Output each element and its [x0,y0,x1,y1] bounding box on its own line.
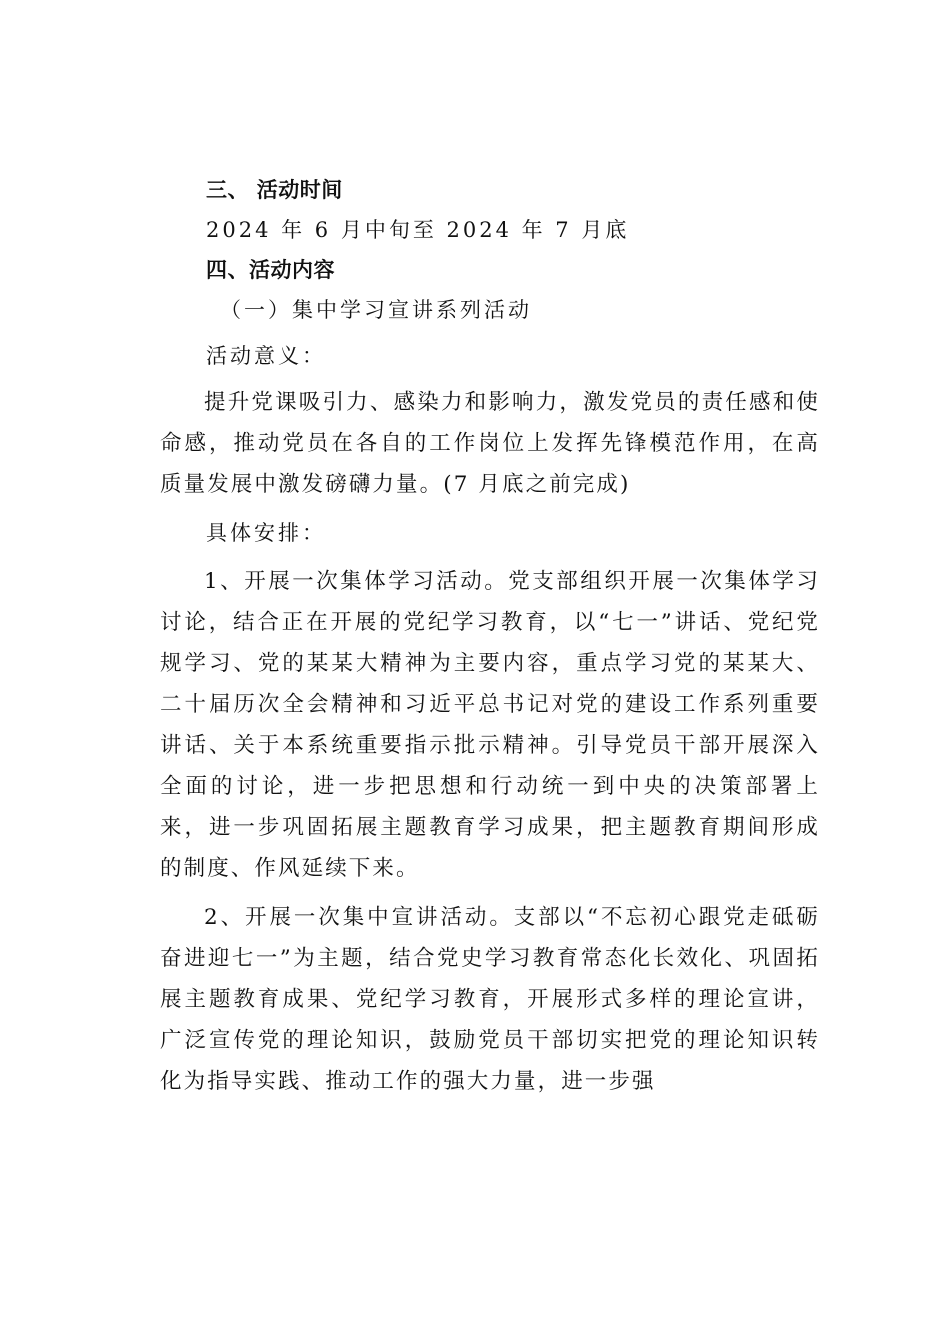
section-heading-activity-content: 四、活动内容 [206,258,335,282]
subsection-heading-study: （一）集中学习宣讲系列活动 [220,298,532,322]
arrangement-item-2: 2、开展一次集中宣讲活动。支部以“不忘初心跟党走砥砺奋进迎七一”为主题，结合党史学习教育常态化长效化、巩固拓展主题教育成果、党纪学习教育，开展形式多样的理论宣讲，广泛宣传党的理论知识，鼓励党员干部切实把党的理论知识转化为指导实践、推动工作的强大力量，进一步强 [160,905,820,1094]
section-heading-activity-time: 三、 活动时间 [206,178,343,202]
arrangement-label: 具体安排： [206,521,326,545]
significance-label: 活动意义： [206,344,326,368]
arrangement-item-1: 1、开展一次集体学习活动。党支部组织开展一次集体学习讨论，结合正在开展的党纪学习教育，以“七一”讲话、党纪党规学习、党的某某大精神为主要内容，重点学习党的某某大、二十届历次全会精神和习近平总书记对党的建设工作系列重要讲话、关于本系统重要指示批示精神。引导党员干部开展深入全面的讨论，进一步把思想和行动统一到中央的决策部署上来，进一步巩固拓展主题教育学习成果，把主题教育期间形成的制度、作风延续下来。 [160,569,820,881]
document-body [160,170,820,1102]
significance-paragraph: 提升党课吸引力、感染力和影响力，激发党员的责任感和使命感，推动党员在各自的工作岗位上发挥先锋模范作用，在高质量发展中激发磅礴力量。(7 月底之前完成) [160,390,820,497]
activity-date-range: 2024 年 6 月中旬至 2024 年 7 月底 [206,218,630,242]
